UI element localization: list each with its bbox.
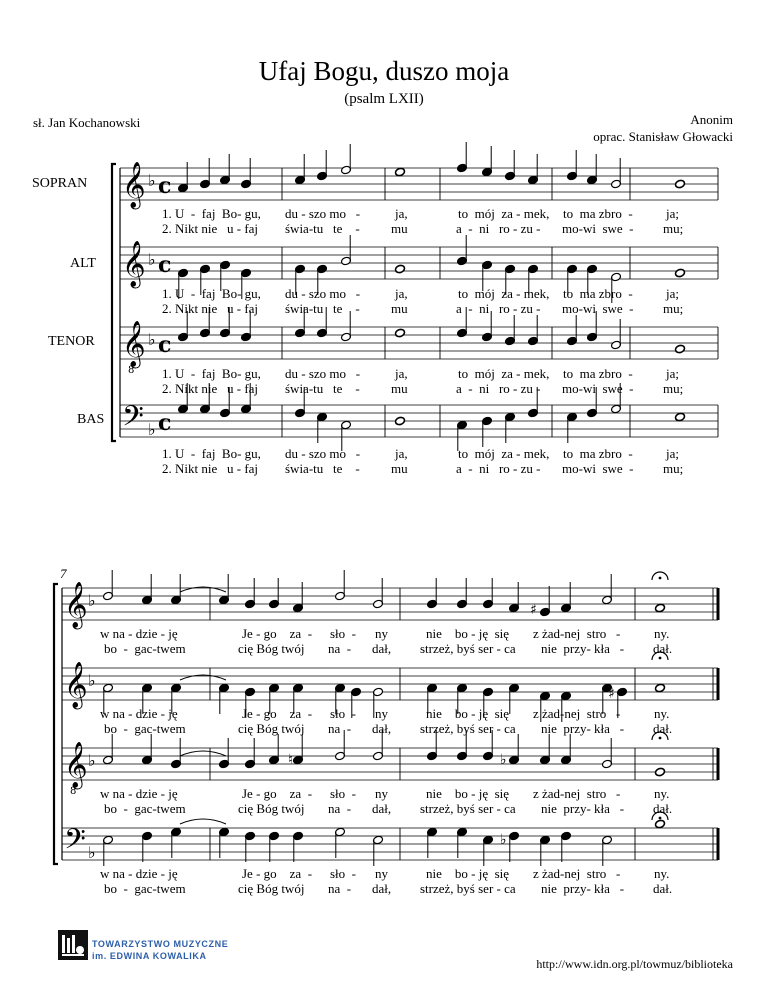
lyric-verse2-s2: dał, [372,641,392,656]
lyric-verse1-s2: sło - [330,626,356,641]
lyric-verse2-s2: dał, [372,881,392,896]
society-logo [58,930,88,965]
lyric-verse1-s2: Je - go za - [242,626,313,641]
lyric-verse1-s1: ja, [395,446,408,461]
arranger-name: oprac. Stanisław Głowacki [593,129,733,144]
lyric-verse2-s2: dał, [372,721,392,736]
lyric-verse2-s2: cię Bóg twój [238,641,305,656]
lyric-verse2-s2: dał. [653,881,673,896]
lyric-verse2-s1: 2. Nikt nie u - faj [162,301,259,316]
lyric-verse2-s1: mu; [663,461,684,476]
flat-icon: ♭ [148,171,156,190]
voice-label-alto: ALT [70,256,96,271]
lyric-verse1-s2: sło - [330,866,356,881]
lyric-verse1-s1: 1. U - faj Bo- gu, [162,366,261,381]
lyric-verse2-s2: nie przy- kła - [541,881,625,896]
tenor-note-s2 [655,767,666,777]
lyric-verse1-s2: Je - go za - [242,866,313,881]
lyric-verse2-s1: mo-wi swe - [562,301,634,316]
lyric-verse1-s2: Je - go za - [242,706,313,721]
lyric-verse1-s2: z żad-nej stro - [533,626,621,641]
lyric-verse2-s2: na - [328,641,352,656]
lyric-verse1-s1: du - szo mo - [285,366,361,381]
lyric-verse2-s2: cię Bóg twój [238,881,305,896]
fermata-dot [659,817,662,820]
society-logo-text [92,938,228,962]
system2-bracket [54,584,58,864]
lyric-verse1-s2: sło - [330,786,356,801]
lyric-verse2-s2: nie przy- kła - [541,721,625,736]
bass-note [675,412,686,422]
lyric-verse1-s2: Je - go za - [242,786,313,801]
lyric-verse1-s1: to ma zbro - [563,206,633,221]
lyric-verse2-s2: dał. [653,641,673,656]
composer-name: Anonim [690,112,733,127]
flat-icon: ♭ [88,591,96,610]
fermata-dot [659,737,662,740]
lyric-verse1-s2: z żad-nej stro - [533,706,621,721]
lyric-verse1-s1: 1. U - faj Bo- gu, [162,446,261,461]
treble-clef-icon: 𝄞 [122,241,146,287]
lyric-verse1-s1: to mój za - mek, [458,206,550,221]
lyric-verse1-s2: w na - dzie - ję [100,706,178,721]
measure-number: 7 [60,566,67,581]
lyric-verse2-s1: 2. Nikt nie u - faj [162,381,259,396]
alto-note [395,264,406,274]
lyric-verse1-s2: ny [375,866,388,881]
bass-note [395,416,406,426]
flat-icon: ♭ [148,420,156,439]
lyricist-credit: sł. Jan Kochanowski [33,115,141,130]
bass-clef-icon: 𝄢 [122,400,144,440]
soprano-note-s2 [655,603,666,613]
flat-icon: ♭ [88,751,96,770]
lyric-verse1-s1: du - szo mo - [285,446,361,461]
lyric-verse2-s2: cię Bóg twój [238,801,305,816]
lyric-verse2-s2: strzeż, byś ser - ca [420,801,516,816]
lyric-verse1-s2: w na - dzie - ję [100,786,178,801]
lyric-verse1-s1: to ma zbro - [563,366,633,381]
lyric-verse1-s2: nie bo - ję się [426,706,510,721]
lyric-verse1-s1: 1. U - faj Bo- gu, [162,286,261,301]
bass-clef-icon: 𝄢 [64,823,86,863]
lyric-verse2-s1: mo-wi swe - [562,381,634,396]
lyric-verse2-s1: świa-tu te - [285,301,360,316]
lyric-verse1-s1: to ma zbro - [563,286,633,301]
lyric-verse2-s1: a - ni ro - zu - [456,301,541,316]
lyric-verse1-s1: du - szo mo - [285,206,361,221]
lyric-verse1-s1: ja; [666,446,679,461]
lyric-verse1-s2: ny. [654,626,670,641]
treble-clef-icon: 𝄞 [122,162,146,208]
flat-icon: ♭ [500,752,507,768]
natural-icon: ♮ [288,752,294,768]
lyric-verse2-s1: mo-wi swe - [562,221,634,236]
lyric-verse2-s2: na - [328,881,352,896]
lyric-verse2-s2: strzeż, byś ser - ca [420,641,516,656]
flat-icon: ♭ [88,843,96,862]
treble-clef-icon: 𝄞 [122,321,146,367]
sharp-icon: ♯ [608,686,615,702]
lyric-verse1-s1: ja, [395,286,408,301]
lyric-verse2-s2: cię Bóg twój [238,721,305,736]
lyric-verse1-s2: sło - [330,706,356,721]
page-subtitle: (psalm LXII) [344,91,424,107]
lyric-verse2-s1: mo-wi swe - [562,461,634,476]
lyric-verse2-s1: a - ni ro - zu - [456,221,541,236]
lyric-verse2-s2: dał. [653,721,673,736]
lyric-verse1-s1: to ma zbro - [563,446,633,461]
lyric-verse2-s2: nie przy- kła - [541,641,625,656]
lyric-verse2-s2: dał. [653,801,673,816]
lyric-verse2-s1: 2. Nikt nie u - faj [162,461,259,476]
octave-mark: 8 [70,786,77,797]
lyric-verse1-s1: ja; [666,206,679,221]
treble-clef-icon: 𝄞 [64,742,88,788]
lyric-verse2-s1: świa-tu te - [285,461,360,476]
lyric-verse2-s1: mu; [663,301,684,316]
lyric-verse1-s1: ja, [395,366,408,381]
fermata-dot [659,577,662,580]
logo-emblem-icon [58,930,88,960]
lyric-verse2-s1: mu; [663,221,684,236]
bass-note-s2 [655,819,666,829]
lyric-verse2-s1: świa-tu te - [285,381,360,396]
lyric-verse2-s1: a - ni ro - zu - [456,381,541,396]
tenor-note [395,328,406,338]
lyric-verse2-s2: nie przy- kła - [541,801,625,816]
soprano-note [675,179,686,189]
lyric-verse2-s2: bo - gac-twem [104,881,186,896]
flat-icon: ♭ [148,250,156,269]
alto-note-s2 [655,683,666,693]
lyric-verse1-s2: nie bo - ję się [426,626,510,641]
lyric-verse1-s2: ny [375,786,388,801]
lyric-verse1-s1: to mój za - mek, [458,446,550,461]
lyric-verse2-s2: na - [328,721,352,736]
soprano-note [395,167,406,177]
lyric-verse2-s1: świa-tu te - [285,221,360,236]
common-time-icon: c [158,410,172,436]
lyric-verse2-s2: strzeż, byś ser - ca [420,721,516,736]
lyric-verse1-s2: nie bo - ję się [426,866,510,881]
lyric-verse1-s2: ny. [654,706,670,721]
lyric-verse1-s1: du - szo mo - [285,286,361,301]
lyric-verse1-s1: ja; [666,286,679,301]
common-time-icon: c [158,252,172,278]
lyric-verse1-s2: ny. [654,866,670,881]
logo-line2: im. EDWINA KOWALIKA [92,951,207,961]
fermata-dot [659,657,662,660]
lyric-verse1-s1: ja, [395,206,408,221]
lyric-verse2-s1: mu; [663,381,684,396]
lyric-verse1-s2: ny [375,626,388,641]
common-time-icon: c [158,332,172,358]
voice-label-tenor: TENOR [48,334,95,349]
system1-bracket [112,164,116,441]
voice-label-soprano: SOPRAN [32,176,88,191]
lyric-verse2-s1: 2. Nikt nie u - faj [162,221,259,236]
lyric-verse1-s2: z żad-nej stro - [533,866,621,881]
lyric-verse2-s2: strzeż, byś ser - ca [420,881,516,896]
lyric-verse2-s2: bo - gac-twem [104,801,186,816]
lyric-verse1-s2: nie bo - ję się [426,786,510,801]
page-title: Ufaj Bogu, duszo moja [258,56,510,86]
lyric-verse1-s1: to mój za - mek, [458,286,550,301]
flat-icon: ♭ [148,330,156,349]
lyric-verse1-s1: 1. U - faj Bo- gu, [162,206,261,221]
octave-mark: 8 [128,365,135,376]
lyric-verse2-s1: mu [391,221,408,236]
lyric-verse1-s2: ny. [654,786,670,801]
common-time-icon: c [158,173,172,199]
lyric-verse2-s2: dał, [372,801,392,816]
tie-arc [180,819,226,824]
sharp-icon: ♯ [530,602,537,618]
flat-icon: ♭ [88,671,96,690]
lyric-verse1-s2: z żad-nej stro - [533,786,621,801]
lyric-verse1-s2: w na - dzie - ję [100,626,178,641]
source-url[interactable]: http://www.idn.org.pl/towmuz/biblioteka [536,957,733,971]
lyric-verse2-s2: bo - gac-twem [104,641,186,656]
lyric-verse2-s1: mu [391,301,408,316]
lyric-verse2-s2: na - [328,801,352,816]
lyric-verse1-s1: to mój za - mek, [458,366,550,381]
lyric-verse2-s2: bo - gac-twem [104,721,186,736]
treble-clef-icon: 𝄞 [64,582,88,628]
lyric-verse1-s1: ja; [666,366,679,381]
tenor-note [675,344,686,354]
lyric-verse2-s1: mu [391,381,408,396]
lyric-verse2-s1: a - ni ro - zu - [456,461,541,476]
flat-icon: ♭ [500,832,507,848]
alto-note [675,268,686,278]
lyric-verse2-s1: mu [391,461,408,476]
voice-label-bass: BAS [77,412,105,427]
treble-clef-icon: 𝄞 [64,662,88,708]
lyric-verse1-s2: ny [375,706,388,721]
lyric-verse1-s2: w na - dzie - ję [100,866,178,881]
logo-line1: TOWARZYSTWO MUZYCZNE [92,939,229,949]
tie-arc [180,751,226,756]
